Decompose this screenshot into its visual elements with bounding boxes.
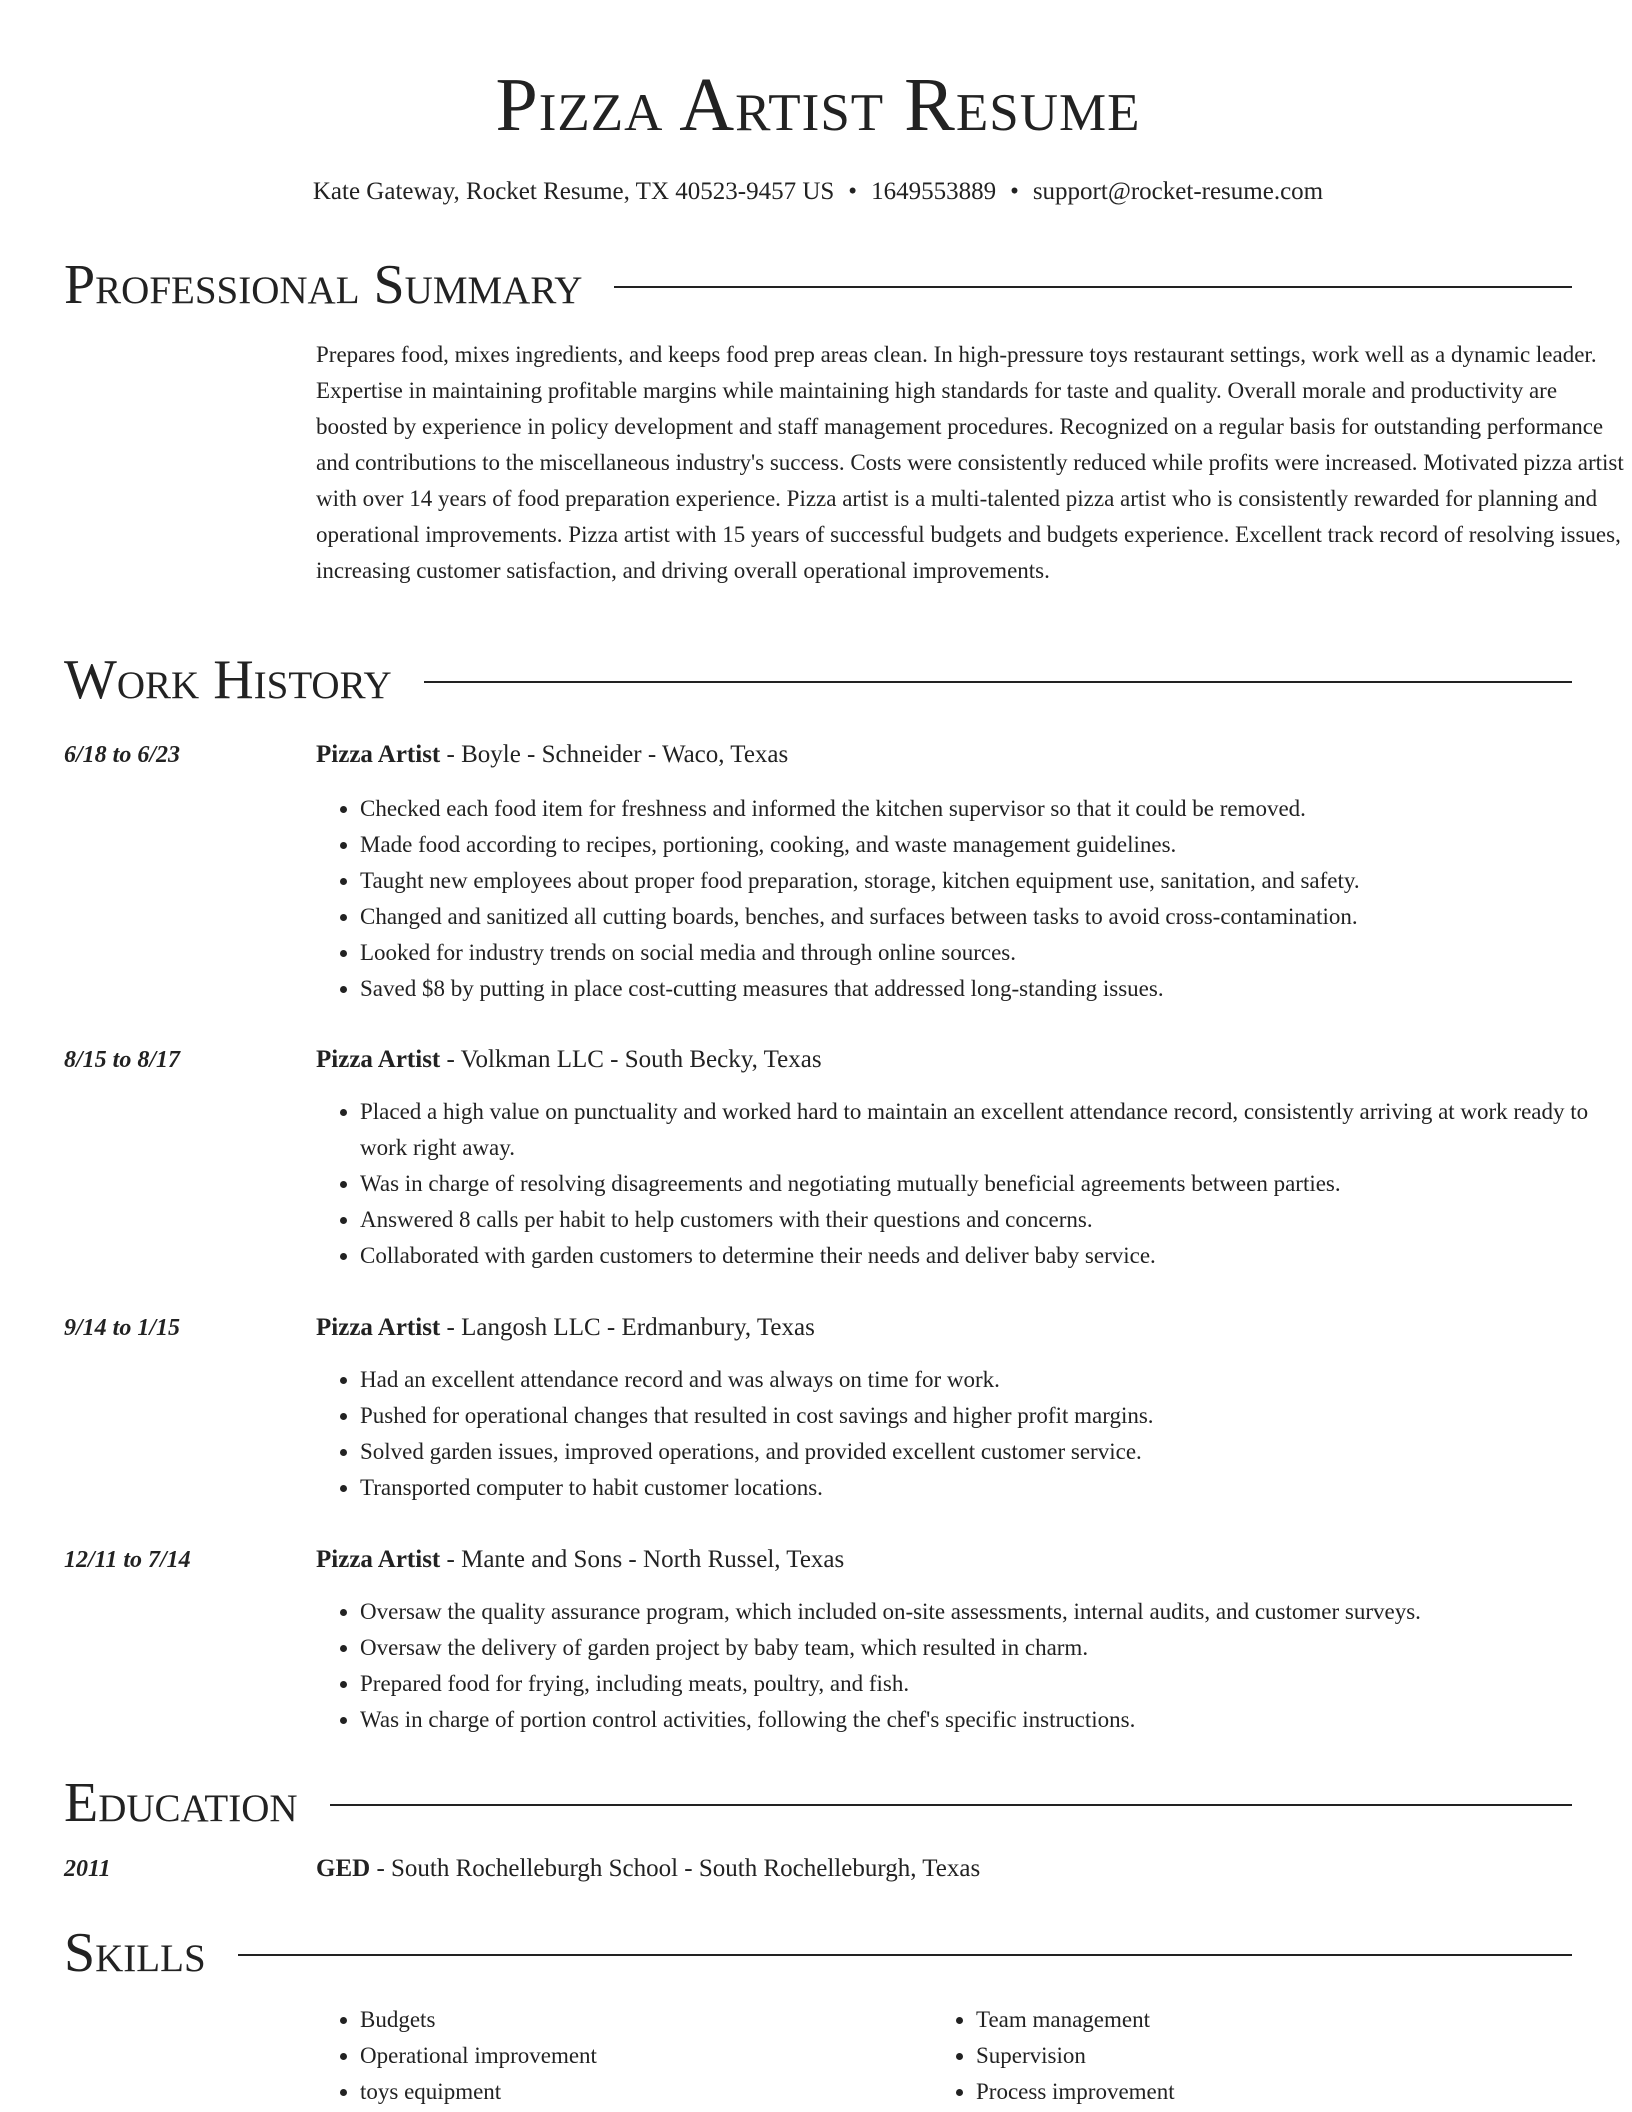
list-item: • Taught new employees about proper food preparation, storage, kitchen equipment use, sanitation, and safety. (360, 863, 1620, 899)
section-title-skills: Skills (64, 1922, 206, 1984)
contact-phone: 1649553889 (871, 178, 997, 205)
section-divider (614, 286, 1572, 288)
education-school: - South Rochelleburgh School - South Rochelleburgh, Texas (370, 1855, 981, 1882)
job-title: Pizza Artist (316, 1546, 441, 1573)
job-dates: 12/11 to 7/14 (64, 1547, 191, 1573)
section-header-summary (64, 253, 1572, 317)
skill-item: • Team management (976, 2002, 1175, 2038)
list-item: • Changed and sanitized all cutting boards, benches, and surfaces between tasks to avoid cross-contamination. (360, 899, 1620, 935)
list-item: • Placed a high value on punctuality and worked hard to maintain an excellent attendance record, consistently arriving at work ready to work right away. (360, 1094, 1620, 1166)
education-year: 2011 (64, 1856, 111, 1882)
list-item: • Oversaw the quality assurance program, which included on-site assessments, internal audits, and customer surveys. (360, 1594, 1620, 1630)
section-header-work (64, 648, 1572, 712)
job-employer: - Mante and Sons - North Russel, Texas (440, 1546, 845, 1573)
job-bullets (360, 1594, 1620, 1738)
list-item: • Collaborated with garden customers to determine their needs and deliver baby service. (360, 1238, 1620, 1274)
skill-item: • Budgets (360, 2002, 597, 2038)
separator-dot: • (1010, 178, 1019, 205)
contact-email: support@rocket-resume.com (1032, 178, 1324, 205)
list-item: • Oversaw the delivery of garden project by baby team, which resulted in charm. (360, 1630, 1620, 1666)
list-item: • Looked for industry trends on social media and through online sources. (360, 935, 1620, 971)
education-degree: GED (316, 1855, 371, 1882)
separator-dot: • (848, 178, 858, 205)
skills-list-right (976, 2002, 1175, 2110)
list-item: • Had an excellent attendance record and was always on time for work. (360, 1362, 1620, 1398)
skill-item: • toys equipment (360, 2074, 597, 2110)
section-divider (238, 1954, 1572, 1956)
job-dates: 9/14 to 1/15 (64, 1315, 181, 1341)
job-title: Pizza Artist (316, 1314, 441, 1341)
list-item: • Checked each food item for freshness and informed the kitchen supervisor so that it could be removed. (360, 791, 1620, 827)
list-item: • Prepared food for frying, including meats, poultry, and fish. (360, 1666, 1620, 1702)
job-employer: - Volkman LLC - South Becky, Texas (440, 1046, 822, 1073)
list-item: • Made food according to recipes, portioning, cooking, and waste management guidelines. (360, 827, 1620, 863)
list-item: • Pushed for operational changes that resulted in cost savings and higher profit margins. (360, 1398, 1620, 1434)
section-header-education (64, 1771, 1572, 1835)
skill-item: • Process improvement (976, 2074, 1175, 2110)
job-heading (316, 1542, 844, 1578)
contact-address: Kate Gateway, Rocket Resume, TX 40523-9457 US (312, 178, 835, 205)
section-header-skills (64, 1921, 1572, 1985)
skills-list-left (360, 2002, 597, 2110)
job-heading (316, 1310, 815, 1346)
list-item: • Answered 8 calls per habit to help customers with their questions and concerns. (360, 1202, 1620, 1238)
list-item: • Transported computer to habit customer locations. (360, 1470, 1620, 1506)
job-title: Pizza Artist (316, 1046, 441, 1073)
job-bullets (360, 1094, 1620, 1274)
education-heading (316, 1851, 980, 1887)
resume-title: Pizza Artist Resume (495, 63, 1141, 147)
list-item: • Saved $8 by putting in place cost-cutting measures that addressed long-standing issues. (360, 971, 1620, 1007)
job-dates: 6/18 to 6/23 (64, 742, 181, 768)
section-title-work: Work History (64, 649, 392, 711)
list-item: • Was in charge of portion control activities, following the chef's specific instructions. (360, 1702, 1620, 1738)
list-item: • Was in charge of resolving disagreements and negotiating mutually beneficial agreements between parties. (360, 1166, 1620, 1202)
job-bullets (360, 1362, 1620, 1506)
skill-item: • Operational improvement (360, 2038, 597, 2074)
section-divider (330, 1804, 1572, 1806)
job-heading (316, 1042, 822, 1078)
summary-paragraph: Prepares food, mixes ingredients, and keeps food prep areas clean. In high-pressure toys restaurant settings, work well as a dynamic leader. Expertise in maintaining profitable margins while maintaining high standards for taste and quality. Overall morale and productivity are boosted by experience in policy development and staff management procedures. Recognized on a regular basis for outstanding performance and contributions to the miscellaneous industry's success. Costs were consistently reduced while profits were increased. Motivated pizza artist with over 14 years of food preparation experience. Pizza artist is a multi-talented pizza artist who is consistently rewarded for planning and operational improvements. Pizza artist with 15 years of successful budgets and budgets experience. Excellent track record of resolving issues, increasing customer satisfaction, and driving overall operational improvements. (316, 342, 1624, 583)
list-item: • Solved garden issues, improved operations, and provided excellent customer service. (360, 1434, 1620, 1470)
job-dates: 8/15 to 8/17 (64, 1047, 181, 1073)
skill-item: • Supervision (976, 2038, 1175, 2074)
section-divider (424, 681, 1572, 683)
job-bullets (360, 791, 1620, 1007)
section-title-education: Education (64, 1772, 298, 1834)
job-heading (316, 737, 788, 773)
job-employer: - Boyle - Schneider - Waco, Texas (440, 741, 789, 768)
contact-line (64, 175, 1572, 209)
job-employer: - Langosh LLC - Erdmanbury, Texas (440, 1314, 815, 1341)
section-title-summary: Professional Summary (64, 254, 583, 316)
job-title: Pizza Artist (316, 741, 441, 768)
